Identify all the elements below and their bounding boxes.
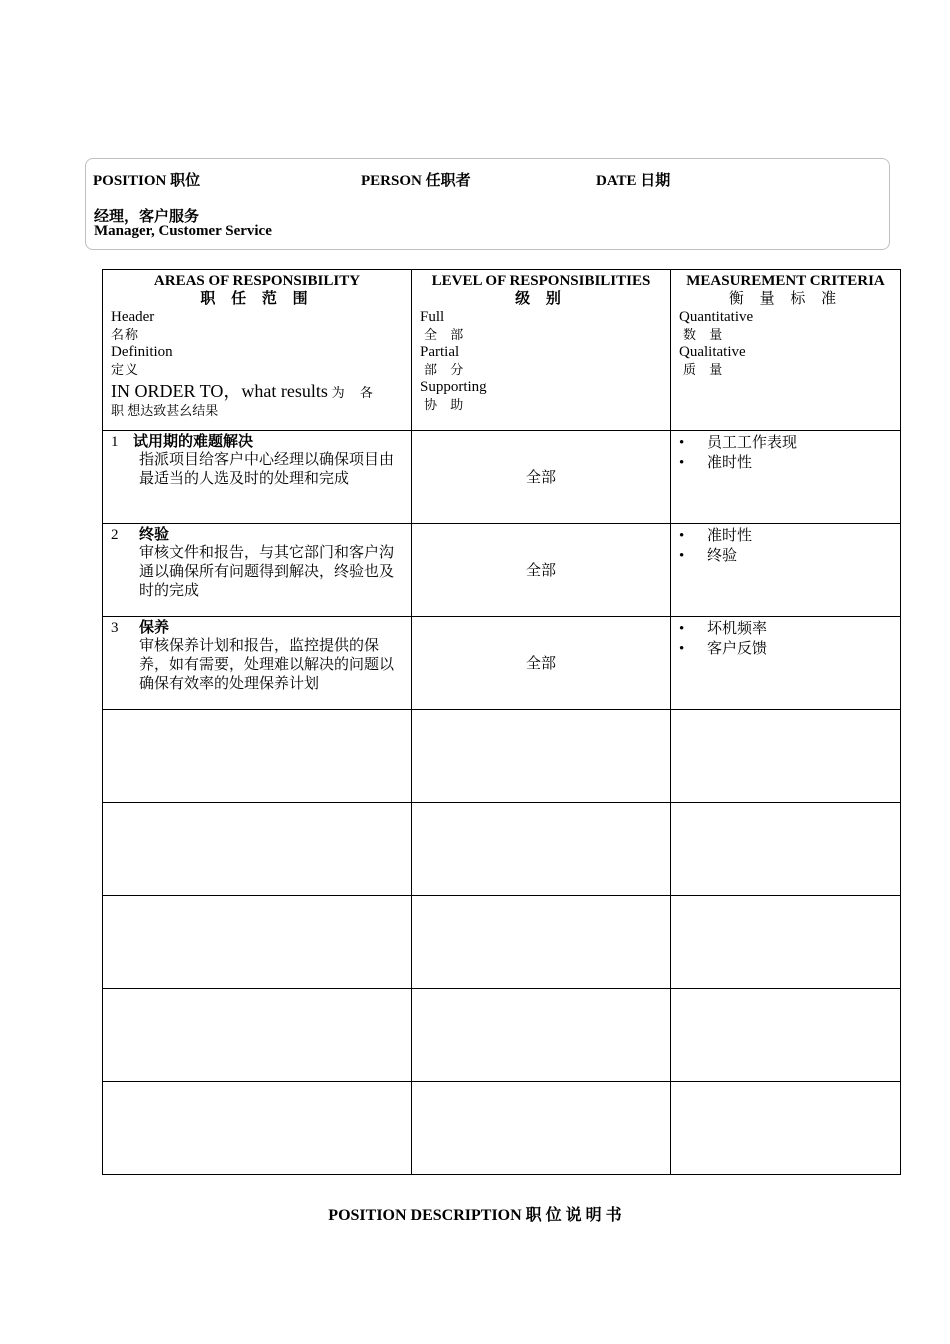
item-number: 3 [111,620,119,636]
bullet-icon: • [679,528,685,544]
empty-cell [412,710,671,803]
item-description: 指派项目给客户中心经理以确保项目由最适当的人选及时的处理和完成 [139,452,395,487]
level-title: LEVEL OF RESPONSIBILITIES [431,273,651,289]
responsibility-table [102,269,901,1175]
criteria-header-cell [671,270,901,431]
definition-line: Definition [111,344,173,360]
bullet-icon: • [679,455,685,471]
level-supporting-zh: 协 助 [424,397,469,412]
date-label: DATE 日期 [596,173,671,189]
position-title-en: Manager, Customer Service [94,223,272,239]
empty-cell [103,710,412,803]
item-number: 2 [111,527,119,543]
empty-row [103,803,901,896]
level-subtitle: 级 别 [515,291,567,307]
bullet-icon: • [679,548,685,564]
position-header-box [85,158,890,250]
table-row [103,524,901,617]
level-full-zh: 全 部 [424,327,469,342]
empty-cell [412,989,671,1082]
areas-subtitle: 职 任 范 围 [200,291,314,307]
header-line: Header [111,309,155,325]
level-supporting: Supporting [420,379,487,395]
table-row [103,617,901,710]
empty-cell [671,989,901,1082]
bullet-icon: • [679,641,685,657]
criteria-item: • 客户反馈 [679,641,768,657]
level-header-cell [412,270,671,431]
empty-row [103,896,901,989]
item-number: 1 [111,434,119,450]
empty-cell [103,896,412,989]
criteria-subtitle: 衡 量 标 准 [728,291,843,307]
criteria-title: MEASUREMENT CRITERIA [686,273,885,289]
position-title-zh: 经理，客户服务 [94,209,200,225]
empty-cell [671,710,901,803]
level-partial-zh: 部 分 [424,362,469,377]
criteria-item: • 终验 [679,548,738,564]
empty-cell [412,896,671,989]
item-description: 审核保养计划和报告，监控提供的保养，如有需要，处理难以解决的问题以确保有效率的处理保养计划 [139,638,395,692]
item-title: 终验 [139,527,170,543]
criteria-item: • 准时性 [679,455,753,471]
area-cell [103,524,412,617]
in-order-to-text: IN ORDER TO，what results [111,381,328,401]
areas-header-cell [103,270,412,431]
item-title: 保养 [139,620,170,636]
criteria-qualitative: Qualitative [679,344,746,360]
criteria-item: • 准时性 [679,528,753,544]
empty-cell [103,803,412,896]
level-partial: Partial [420,344,460,360]
bullet-icon: • [679,621,685,637]
table-header-row [103,270,901,431]
document-title: POSITION DESCRIPTION 职 位 说 明 书 [328,1207,622,1224]
criteria-item: • 坏机频率 [679,621,768,637]
level-cell: 全部 [412,524,671,617]
table-row [103,431,901,524]
empty-row [103,710,901,803]
in-order-to-zh: 为 各 [331,385,379,400]
empty-cell [671,896,901,989]
criteria-qualitative-zh: 质 量 [683,362,728,377]
person-label: PERSON 任职者 [361,173,471,189]
empty-cell [412,1082,671,1175]
empty-cell [671,1082,901,1175]
bullet-icon: • [679,435,685,451]
empty-cell [412,803,671,896]
definition-line-zh: 定义 [111,362,140,377]
criteria-cell [671,524,901,617]
area-cell [103,617,412,710]
area-cell [103,431,412,524]
criteria-quantitative: Quantitative [679,309,754,325]
empty-row [103,989,901,1082]
criteria-quantitative-zh: 数 量 [683,327,728,342]
level-full: Full [420,309,445,325]
criteria-item: • 员工工作表现 [679,435,798,451]
criteria-cell [671,431,901,524]
item-title: 试用期的难题解决 [133,434,254,450]
empty-row [103,1082,901,1175]
criteria-cell [671,617,901,710]
in-order-to-zh-line2: 职 想达致甚幺结果 [111,403,219,418]
empty-cell [671,803,901,896]
empty-cell [103,1082,412,1175]
header-line-zh: 名称 [111,327,140,342]
areas-title: AREAS OF RESPONSIBILITY [153,273,361,289]
empty-cell [103,989,412,1082]
item-description: 审核文件和报告，与其它部门和客户沟通以确保所有问题得到解决，终验也及时的完成 [139,545,395,599]
level-cell: 全部 [412,431,671,524]
level-cell: 全部 [412,617,671,710]
position-label: POSITION 职位 [93,173,201,189]
